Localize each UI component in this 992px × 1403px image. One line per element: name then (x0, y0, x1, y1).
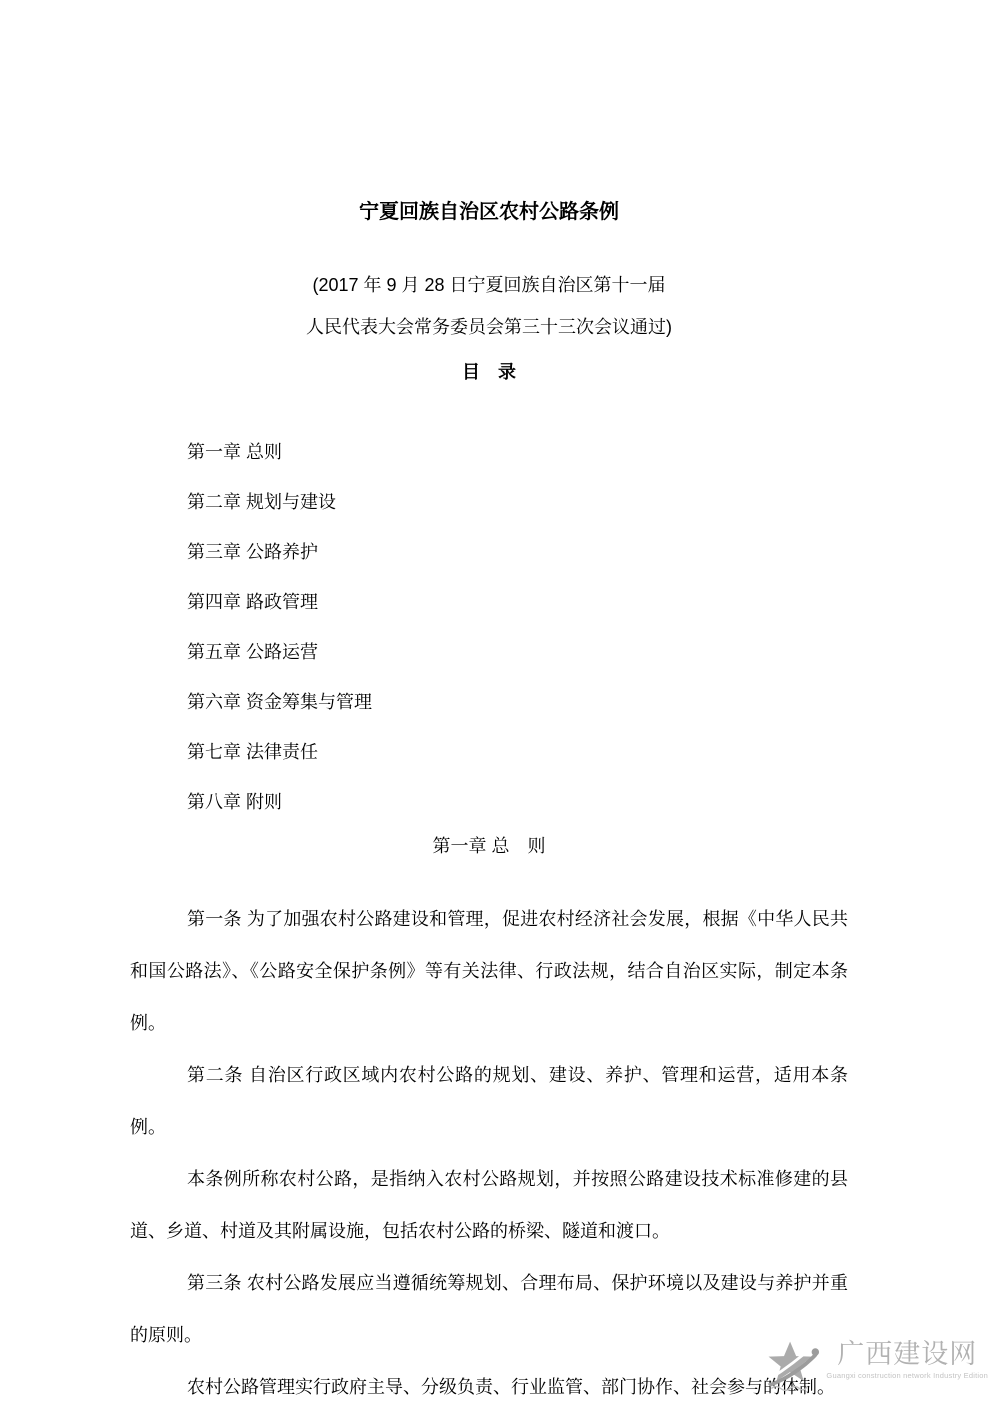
toc-item: 第六章 资金筹集与管理 (187, 692, 372, 712)
toc-item: 第七章 法律责任 (187, 742, 319, 762)
document-title: 宁夏回族自治区农村公路条例 (359, 201, 619, 223)
chapter-heading: 第一章 总 则 (432, 836, 546, 856)
watermark-tagline: Guangxi construction network Industry Edition (826, 1371, 988, 1380)
toc-item: 第八章 附则 (187, 792, 283, 812)
document-subtitle-line1: (2017 年 9 月 28 日宁夏回族自治区第十一届 (312, 275, 666, 295)
watermark-logo (762, 1339, 988, 1393)
toc-item: 第四章 路政管理 (187, 592, 319, 612)
document-subtitle-line2: 人民代表大会常务委员会第三十三次会议通过) (306, 317, 672, 337)
toc-item: 第二章 规划与建设 (187, 492, 337, 512)
document-body (130, 893, 848, 1403)
body-paragraph: 第二条 自治区行政区域内农村公路的规划、建设、养护、管理和运营，适用本条例。 (130, 1065, 848, 1137)
toc-item: 第五章 公路运营 (187, 642, 319, 662)
star-logo-icon (762, 1339, 820, 1393)
body-paragraph: 第三条 农村公路发展应当遵循统筹规划、合理布局、保护环境以及建设与养护并重的原则。 (130, 1273, 848, 1345)
logo-dot-icon (812, 1348, 819, 1355)
toc-heading: 目 录 (462, 362, 516, 382)
body-paragraph: 农村公路管理实行政府主导、分级负责、行业监管、部门协作、社会参与的体制。 (187, 1377, 835, 1397)
body-paragraph: 本条例所称农村公路，是指纳入农村公路规划，并按照公路建设技术标准修建的县道、乡道、村道及其附属设施，包括农村公路的桥梁、隧道和渡口。 (130, 1169, 848, 1241)
toc-item: 第一章 总则 (187, 442, 283, 462)
toc-item: 第三章 公路养护 (187, 542, 319, 562)
logo-signature-flourish (772, 1387, 808, 1391)
table-of-contents (130, 427, 848, 827)
body-paragraph: 第一条 为了加强农村公路建设和管理，促进农村经济社会发展，根据《中华人民共和国公路法》、《公路安全保护条例》等有关法律、行政法规，结合自治区实际，制定本条例。 (130, 909, 848, 1033)
watermark-brand-name: 广西建设网 (837, 1339, 978, 1369)
